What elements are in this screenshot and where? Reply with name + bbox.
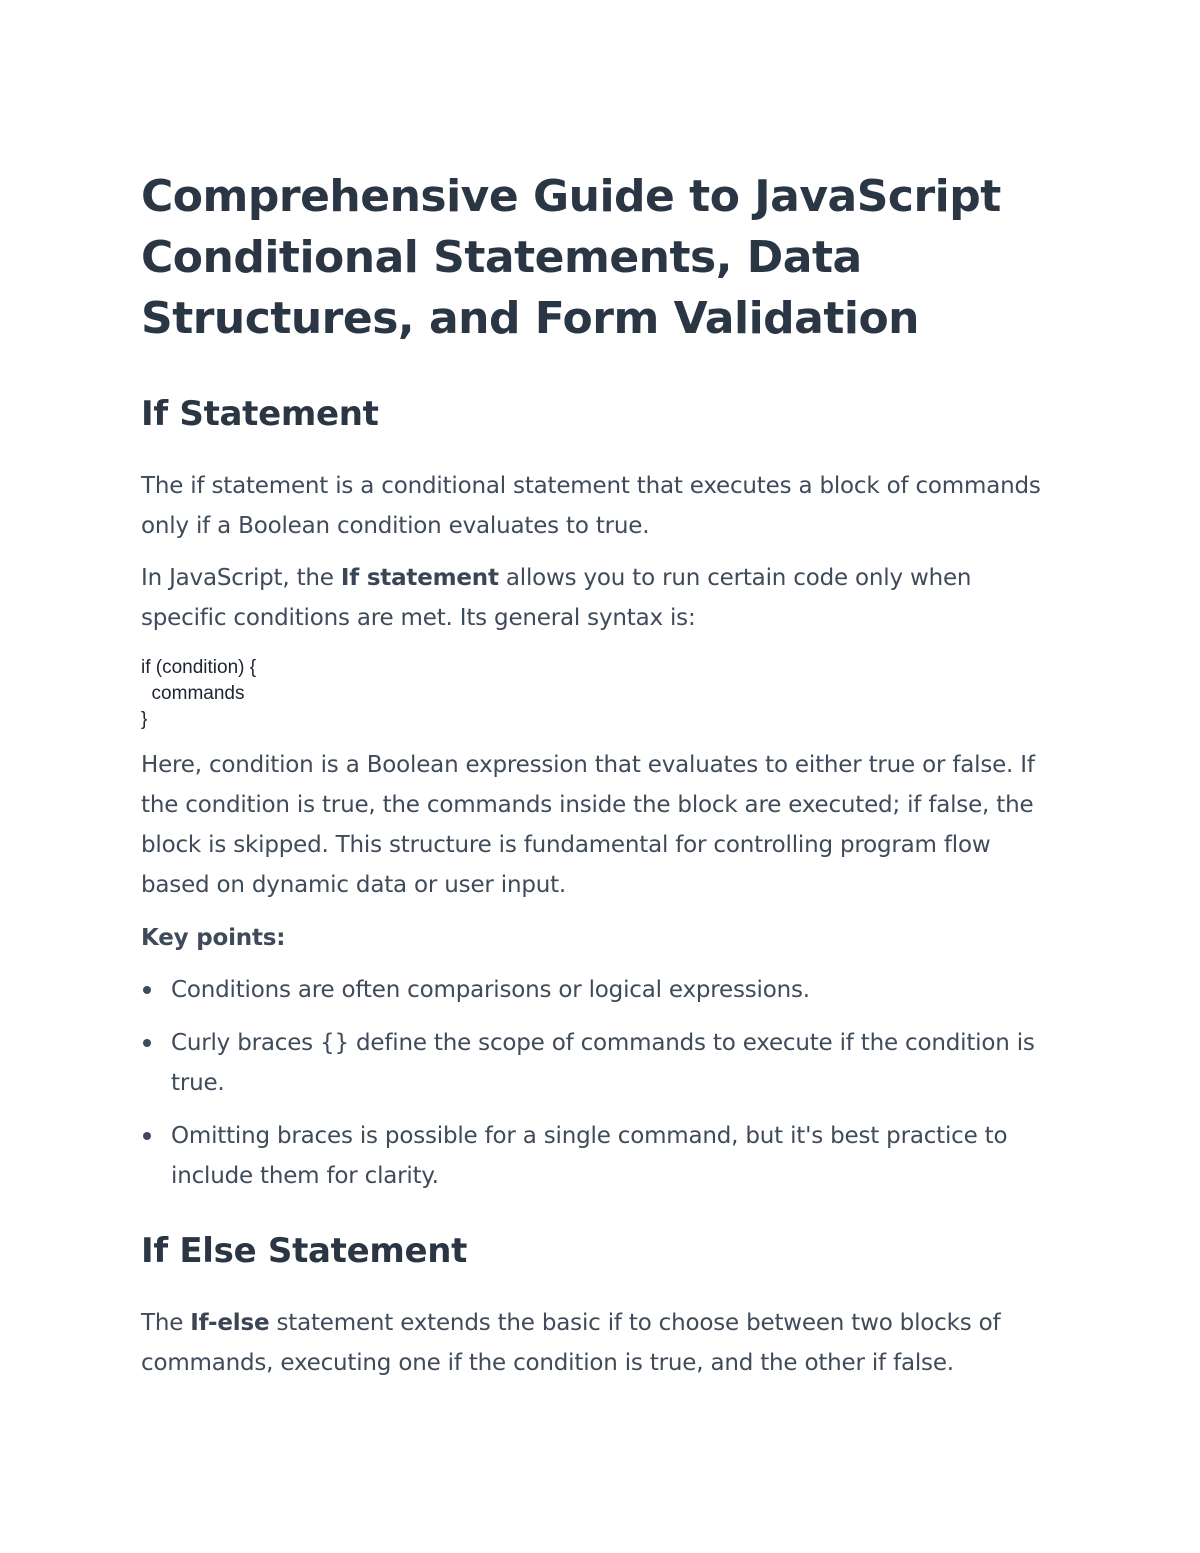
if-statement-syntax-paragraph bbox=[141, 558, 1051, 638]
code-block-if-syntax: if (condition) { commands } bbox=[141, 657, 257, 730]
key-points-label: Key points: bbox=[141, 925, 286, 951]
if-else-intro bbox=[141, 1303, 1051, 1383]
list-item-text: Omitting braces is possible for a single command, but it's best practice to include them for clarity. bbox=[171, 1123, 1008, 1189]
heading-if-statement: If Statement bbox=[141, 394, 379, 434]
if-statement-intro: The if statement is a conditional statement that executes a block of commands only if a Boolean condition evaluates to true. bbox=[141, 473, 1041, 539]
list-item-text: Conditions are often comparisons or logical expressions. bbox=[171, 977, 810, 1003]
syntax-text-post: allows you to run certain code only when specific conditions are met. Its general syntax is: bbox=[141, 565, 972, 631]
list-item-text: Curly braces {} define the scope of commands to execute if the condition is true. bbox=[171, 1030, 1035, 1096]
bullet-icon bbox=[143, 1039, 151, 1047]
list-item bbox=[141, 970, 1051, 1010]
if-else-text-pre: The bbox=[141, 1310, 191, 1336]
syntax-text-pre: In JavaScript, the bbox=[141, 565, 341, 591]
heading-if-else-statement: If Else Statement bbox=[141, 1231, 468, 1271]
list-item bbox=[141, 1116, 1051, 1196]
list-item bbox=[141, 1023, 1051, 1103]
bullet-icon bbox=[143, 1132, 151, 1140]
bullet-icon bbox=[143, 986, 151, 994]
key-points-list bbox=[141, 970, 1051, 1196]
document-page bbox=[141, 166, 1051, 1383]
if-else-bold-term: If-else bbox=[190, 1310, 270, 1336]
document-title: Comprehensive Guide to JavaScript Conditional Statements, Data Structures, and Form Validation bbox=[141, 171, 1001, 344]
if-statement-explanation: Here, condition is a Boolean expression that evaluates to either true or false. If the condition is true, the commands inside the block are executed; if false, the block is skipped. This structure is fundamental for controlling program flow based on dynamic data or user input. bbox=[141, 752, 1035, 898]
syntax-bold-term: If statement bbox=[340, 565, 499, 591]
if-else-text-post: statement extends the basic if to choose between two blocks of commands, executing one if the condition is true, and the other if false. bbox=[141, 1310, 1001, 1376]
